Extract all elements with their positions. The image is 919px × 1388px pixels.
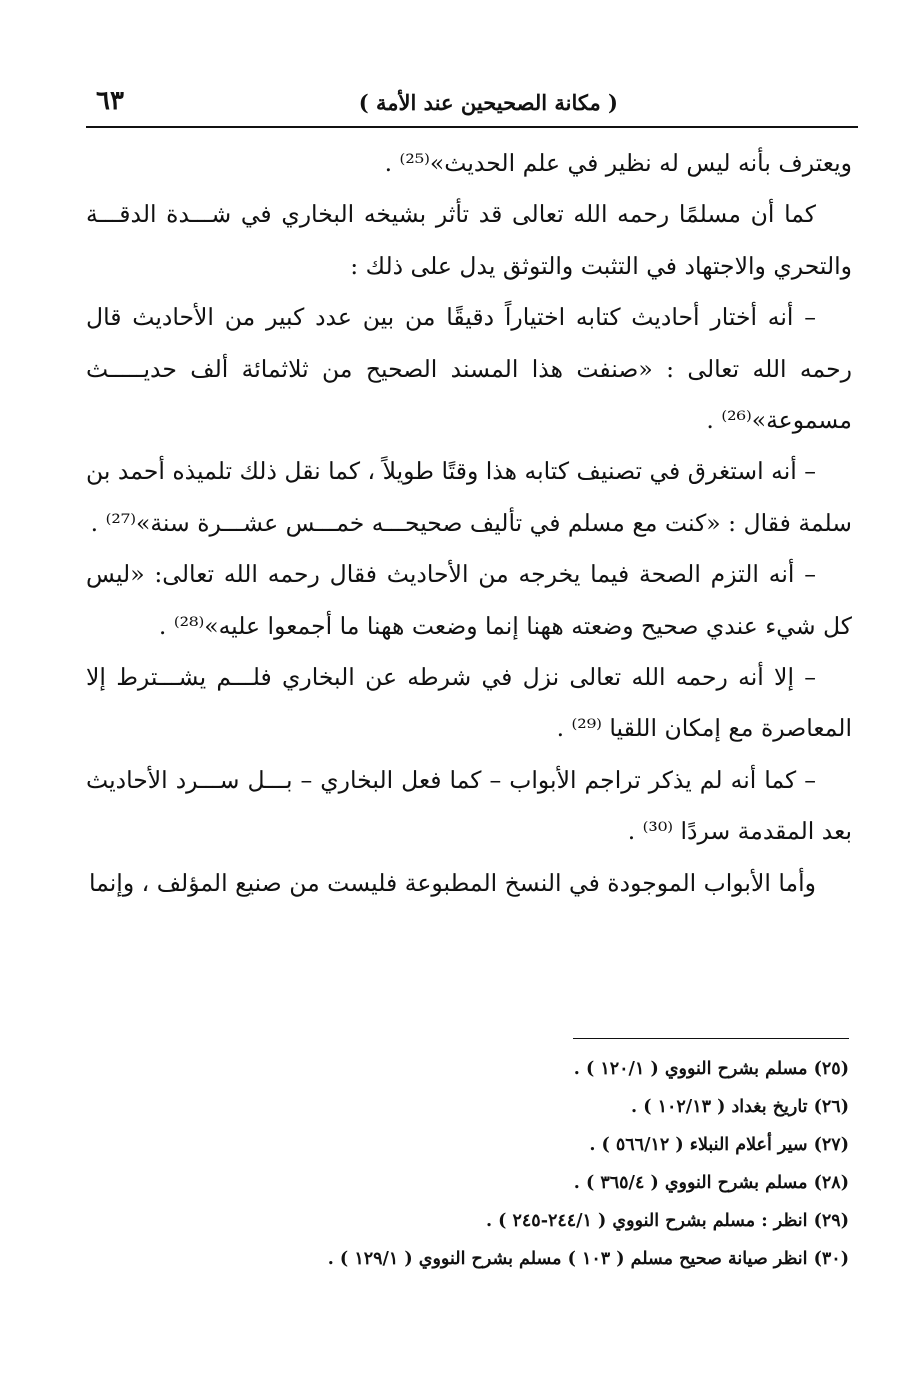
footnotes — [149, 1050, 849, 1278]
paragraph: ويعترف بأنه ليس له نظير في علم الحديث»⁽²⁵⁾ . — [384, 149, 852, 177]
paragraph: – أنه أختار أحاديث كتابه اختياراً دقيقًا من بين عدد كبير من الأحاديث قال رحمه الله تعالى : «صنفت هذا المسند الصحيح من ثلاثمائة ألف حديـــــث مسموعة»⁽²⁶⁾ . — [86, 303, 852, 435]
footnote: (٢٨) مسلم بشرح النووي ( ٣٦٥/٤ ) . — [573, 1173, 849, 1193]
paragraph: – كما أنه لم يذكر تراجم الأبواب – كما فعل البخاري – بـــل ســـرد الأحاديث بعد المقدمة سردًا ⁽³⁰⁾ . — [86, 765, 852, 846]
footnote: (٢٦) تاريخ بغداد ( ١٠٢/١٣ ) . — [631, 1097, 849, 1117]
footnote: (٢٧) سير أعلام النبلاء ( ٥٦٦/١٢ ) . — [589, 1135, 849, 1155]
header-rule — [86, 126, 858, 128]
main-text — [86, 138, 852, 909]
paragraph: – أنه التزم الصحة فيما يخرجه من الأحاديث فقال رحمه الله تعالى: «ليس كل شيء عندي صحيح وضعته ههنا إنما وضعت ههنا ما أجمعوا عليه»⁽²⁸⁾ . — [86, 560, 852, 640]
footnote: (٣٠) انظر صيانة صحيح مسلم ( ١٠٣ ) مسلم بشرح النووي ( ١٢٩/١ ) . — [327, 1249, 849, 1269]
running-title: ( مكانة الصحيحين عند الأمة ) — [358, 90, 618, 115]
paragraph: – أنه استغرق في تصنيف كتابه هذا وقتًا طويلاً ، كما نقل ذلك تلميذه أحمد بن سلمة فقال : «كنت مع مسلم في تأليف صحيحـــه خمـــس عشـــرة سنة»⁽²⁷⁾ . — [86, 457, 852, 537]
running-header — [86, 84, 858, 128]
footnote: (٢٩) انظر : مسلم بشرح النووي ( ٢٤٤/١-٢٤٥ ) . — [485, 1211, 849, 1231]
footnote: (٢٥) مسلم بشرح النووي ( ١٢٠/١ ) . — [573, 1059, 849, 1079]
footnote-rule — [573, 1038, 849, 1039]
paragraph: – إلا أنه رحمه الله تعالى نزل في شرطه عن البخاري فلـــم يشـــترط إلا المعاصرة مع إمكان اللقيا ⁽²⁹⁾ . — [86, 663, 852, 743]
paragraph: كما أن مسلمًا رحمه الله تعالى قد تأثر بشيخه البخاري في شـــدة الدقـــة والتحري والاجتهاد في التثبت والتوثق يدل على ذلك : — [86, 200, 852, 280]
page-number: ٦٣ — [96, 86, 124, 116]
paragraph: وأما الأبواب الموجودة في النسخ المطبوعة فليست من صنيع المؤلف ، وإنما — [89, 868, 816, 897]
